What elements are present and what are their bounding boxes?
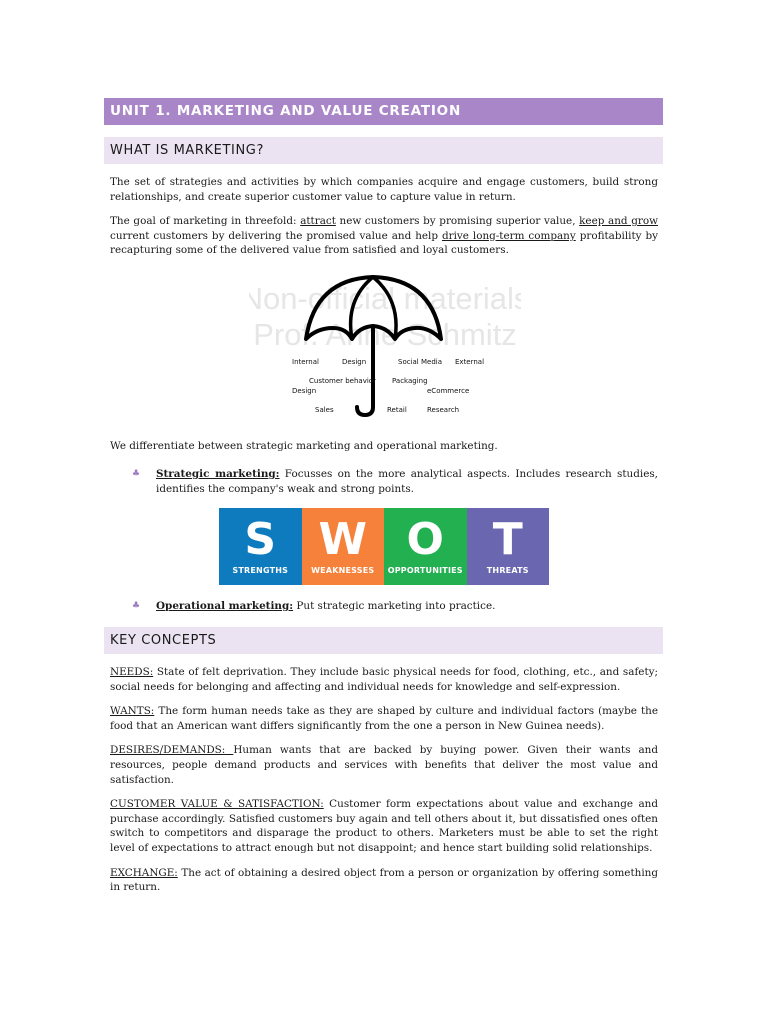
goal-keep-grow: keep and grow — [579, 215, 658, 228]
swot-word-weaknesses: WEAKNESSES — [311, 566, 375, 575]
desires-paragraph — [110, 743, 658, 787]
desires-text: Human wants that are backed by buying power. Given their wants and resources, people demand products and services with benefits that deliver the most value and satisfaction. — [110, 744, 658, 786]
goal-text-3: current customers by delivering the promised value and help — [110, 229, 442, 242]
swot-word-opportunities: OPPORTUNITIES — [387, 566, 463, 575]
value-text: Customer form expectations about value and exchange and purchase accordingly. Satisfied customers buy again and tell others about it, but dissatisfied ones often switch to competitors and disparage the product to others. Marketers must be able to set the right level of expectations to attract enough but not disappoint; and hence start building solid relationships. — [110, 798, 659, 854]
swot-weaknesses — [302, 508, 385, 585]
section-heading-what-is-marketing: WHAT IS MARKETING? — [104, 137, 663, 164]
goal-paragraph — [110, 214, 658, 258]
swot-word-strengths: STRENGTHS — [232, 566, 289, 575]
definition-paragraph: The set of strategies and activities by which companies acquire and engage customers, build strong relationships, and create superior customer value to capture value in return. — [110, 176, 658, 203]
goal-attract: attract — [300, 215, 336, 228]
umbrella-label-packaging: Packaging — [392, 377, 428, 385]
unit-heading: UNIT 1. MARKETING AND VALUE CREATION — [104, 98, 663, 125]
watermark-line-1: Non-official materials — [249, 281, 521, 316]
swot-threats — [467, 508, 550, 585]
umbrella-label-external: External — [455, 358, 485, 366]
club-icon: ♣ — [132, 601, 141, 611]
key-concepts-body — [104, 665, 663, 895]
differentiate-paragraph: We differentiate between strategic marketing and operational marketing. — [110, 440, 498, 452]
strategic-text: Focusses on the more analytical aspects. Includes research studies, identifies the company's weak and strong points. — [156, 468, 658, 495]
needs-text: State of felt deprivation. They include basic physical needs for food, clothing, etc., and safety; social needs for belonging and affecting and individual needs for knowledge and self-expression. — [110, 666, 658, 693]
strategic-label: Strategic marketing: — [156, 468, 280, 480]
swot-opportunities — [384, 508, 467, 585]
wants-paragraph — [110, 704, 658, 733]
desires-label: DESIRES/DEMANDS: — [110, 744, 234, 757]
umbrella-icon — [249, 275, 521, 422]
section-heading-key-concepts: KEY CONCEPTS — [104, 627, 663, 654]
exchange-paragraph — [110, 866, 658, 895]
operational-text: Put strategic marketing into practice. — [293, 600, 496, 612]
exchange-label: EXCHANGE: — [110, 866, 178, 879]
umbrella-label-research: Research — [427, 406, 460, 414]
needs-paragraph — [110, 665, 658, 694]
umbrella-label-retail: Retail — [387, 406, 407, 414]
swot-letter-t: T — [492, 514, 523, 565]
umbrella-figure — [249, 275, 521, 422]
umbrella-label-internal: Internal — [292, 358, 319, 366]
strategic-bullet — [104, 467, 658, 496]
umbrella-label-design-2: Design — [292, 387, 317, 395]
wants-text: The form human needs take as they are shaped by culture and individual factors (maybe the food that an American want differs significantly from the one a person in New Guinea needs). — [110, 705, 658, 732]
operational-label: Operational marketing: — [156, 600, 294, 612]
swot-letter-s: S — [244, 514, 277, 565]
umbrella-label-sales: Sales — [315, 406, 334, 414]
operational-bullet — [104, 599, 658, 614]
value-label: CUSTOMER VALUE & SATISFACTION: — [110, 798, 324, 811]
document-page — [104, 98, 663, 894]
goal-drive-profit: drive long-term company — [441, 229, 576, 242]
swot-letter-w: W — [318, 514, 368, 565]
swot-letter-o: O — [406, 514, 444, 565]
wants-label: WANTS: — [110, 705, 155, 718]
club-icon: ♣ — [132, 469, 141, 479]
swot-strengths — [219, 508, 302, 585]
swot-word-threats: THREATS — [486, 566, 529, 575]
goal-text-2: new customers by promising superior value, — [335, 215, 580, 228]
watermark-line-2: Prof. Anne Schmitz — [253, 317, 517, 352]
value-paragraph — [110, 797, 658, 855]
umbrella-label-social-media: Social Media — [398, 358, 443, 366]
exchange-text: The act of obtaining a desired object from a person or organization by offering something in return. — [110, 866, 658, 894]
swot-graphic — [219, 508, 549, 585]
goal-text-1: The goal of marketing in threefold: — [110, 215, 301, 228]
umbrella-label-design: Design — [342, 358, 367, 366]
needs-label: NEEDS: — [110, 666, 154, 678]
umbrella-label-customer-behavior: Customer behavior — [309, 377, 376, 385]
goal-text-4: profitability by recapturing some of the delivered value from satisfied and loyal customers. — [110, 229, 659, 257]
umbrella-label-ecommerce: eCommerce — [427, 387, 470, 395]
